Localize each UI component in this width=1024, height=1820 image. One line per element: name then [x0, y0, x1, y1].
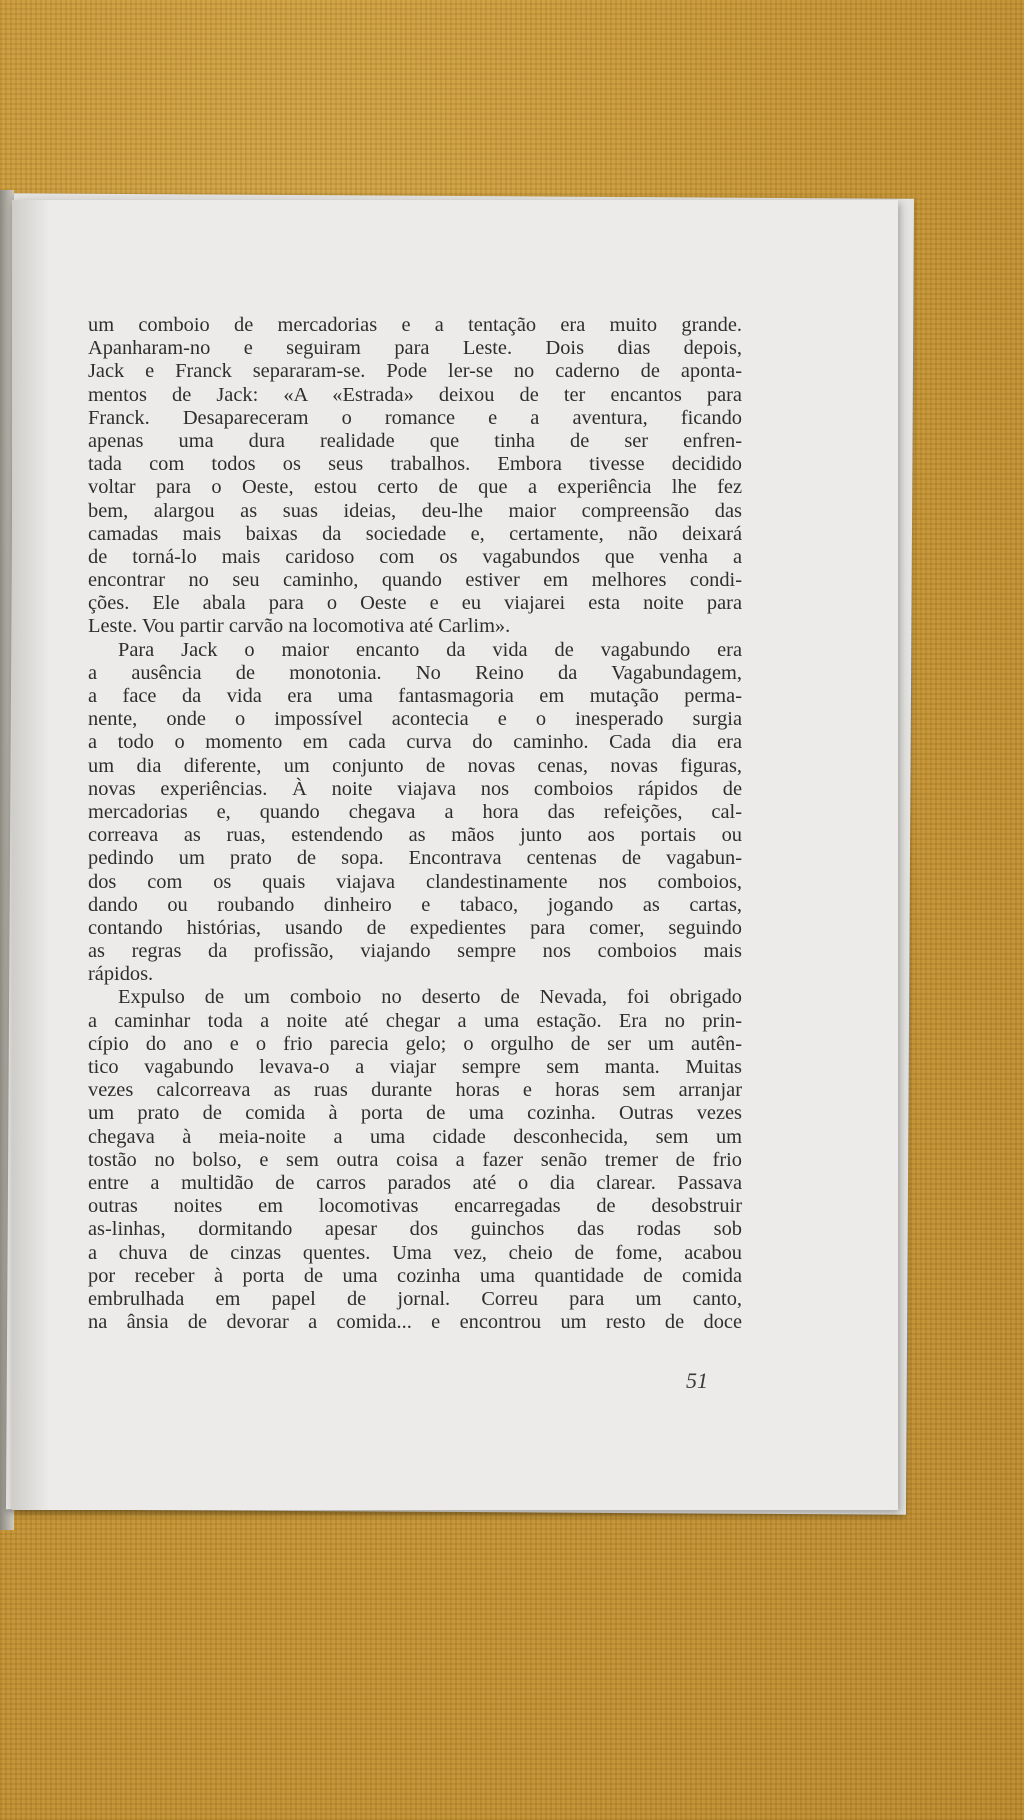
text-line: tada com todos os seus trabalhos. Embora tivesse decidido: [88, 453, 742, 476]
text-line: ções. Ele abala para o Oeste e eu viajarei esta noite para: [88, 592, 742, 615]
page-number: 51: [686, 1368, 708, 1393]
text-line: vezes calcorreava as ruas durante horas e horas sem arranjar: [88, 1079, 742, 1102]
text-line: contando histórias, usando de expedientes para comer, seguindo: [88, 916, 742, 939]
text-line: a caminhar toda a noite até chegar a uma estação. Era no prin-: [88, 1009, 742, 1032]
text-line: apenas uma dura realidade que tinha de ser enfren-: [88, 429, 742, 452]
text-line: as-linhas, dormitando apesar dos guinchos das rodas sob: [88, 1218, 742, 1241]
text-line: dos com os quais viajava clandestinamente nos comboios,: [88, 870, 742, 893]
text-line: as regras da profissão, viajando sempre nos comboios mais: [88, 940, 742, 963]
text-line: dando ou roubando dinheiro e tabaco, jogando as cartas,: [88, 893, 742, 916]
text-line: encontrar no seu caminho, quando estiver em melhores condi-: [88, 569, 742, 592]
text-line: rápidos.: [88, 963, 154, 986]
book-page: [12, 200, 898, 1510]
text-line: entre a multidão de carros parados até o dia clarear. Passava: [88, 1171, 742, 1194]
text-line: a face da vida era uma fantasmagoria em mutação perma-: [88, 685, 742, 707]
text-line: a chuva de cinzas quentes. Uma vez, cheio de fome, acabou: [88, 1241, 742, 1264]
text-line: Leste. Vou partir carvão na locomotiva até Carlim».: [88, 615, 511, 638]
text-line: tico vagabundo levava-o a viajar sempre sem manta. Muitas: [88, 1056, 742, 1078]
page-text: [88, 314, 742, 1334]
text-line: camadas mais baixas da sociedade e, certamente, não deixará: [88, 522, 742, 545]
text-line: cípio do ano e o frio parecia gelo; o orgulho de ser um autên-: [88, 1032, 742, 1055]
text-line: Jack e Franck separaram-se. Pode ler-se no caderno de aponta-: [88, 360, 742, 383]
text-line: por receber à porta de uma cozinha uma quantidade de comida: [88, 1264, 742, 1287]
text-line: embrulhada em papel de jornal. Correu para um canto,: [88, 1287, 742, 1310]
text-line: correava as ruas, estendendo as mãos junto aos portais ou: [88, 824, 742, 847]
text-line: a ausência de monotonia. No Reino da Vagabundagem,: [88, 661, 742, 684]
text-line: voltar para o Oeste, estou certo de que a experiência lhe fez: [88, 476, 742, 499]
text-line: pedindo um prato de sopa. Encontrava centenas de vagabun-: [88, 847, 742, 870]
text-line: novas experiências. À noite viajava nos comboios rápidos de: [88, 777, 742, 800]
text-line: mentos de Jack: «A «Estrada» deixou de ter encantos para: [88, 383, 742, 406]
text-line: um dia diferente, um conjunto de novas cenas, novas figuras,: [88, 754, 742, 777]
text-line: na ânsia de devorar a comida... e encontrou um resto de doce: [88, 1311, 742, 1334]
text-line: Expulso de um comboio no deserto de Nevada, foi obrigado: [118, 986, 742, 1009]
text-line: de torná-lo mais caridoso com os vagabundos que venha a: [88, 545, 742, 568]
text-line: Apanharam-no e seguiram para Leste. Dois dias depois,: [88, 337, 742, 360]
text-line: um comboio de mercadorias e a tentação era muito grande.: [88, 314, 742, 336]
text-line: nente, onde o impossível acontecia e o inesperado surgia: [88, 708, 742, 731]
text-line: tostão no bolso, e sem outra coisa a fazer senão tremer de frio: [88, 1148, 742, 1171]
text-line: bem, alargou as suas ideias, deu-lhe maior compreensão das: [88, 499, 742, 522]
text-line: chegava à meia-noite a uma cidade desconhecida, sem um: [88, 1125, 742, 1148]
text-line: a todo o momento em cada curva do caminho. Cada dia era: [88, 731, 742, 754]
text-line: um prato de comida à porta de uma cozinha. Outras vezes: [88, 1102, 742, 1125]
text-line: mercadorias e, quando chegava a hora das refeições, cal-: [88, 800, 742, 823]
text-line: Franck. Desapareceram o romance e a aventura, ficando: [88, 406, 742, 429]
text-line: outras noites em locomotivas encarregadas de desobstruir: [88, 1195, 742, 1218]
text-line: Para Jack o maior encanto da vida de vagabundo era: [118, 638, 742, 661]
